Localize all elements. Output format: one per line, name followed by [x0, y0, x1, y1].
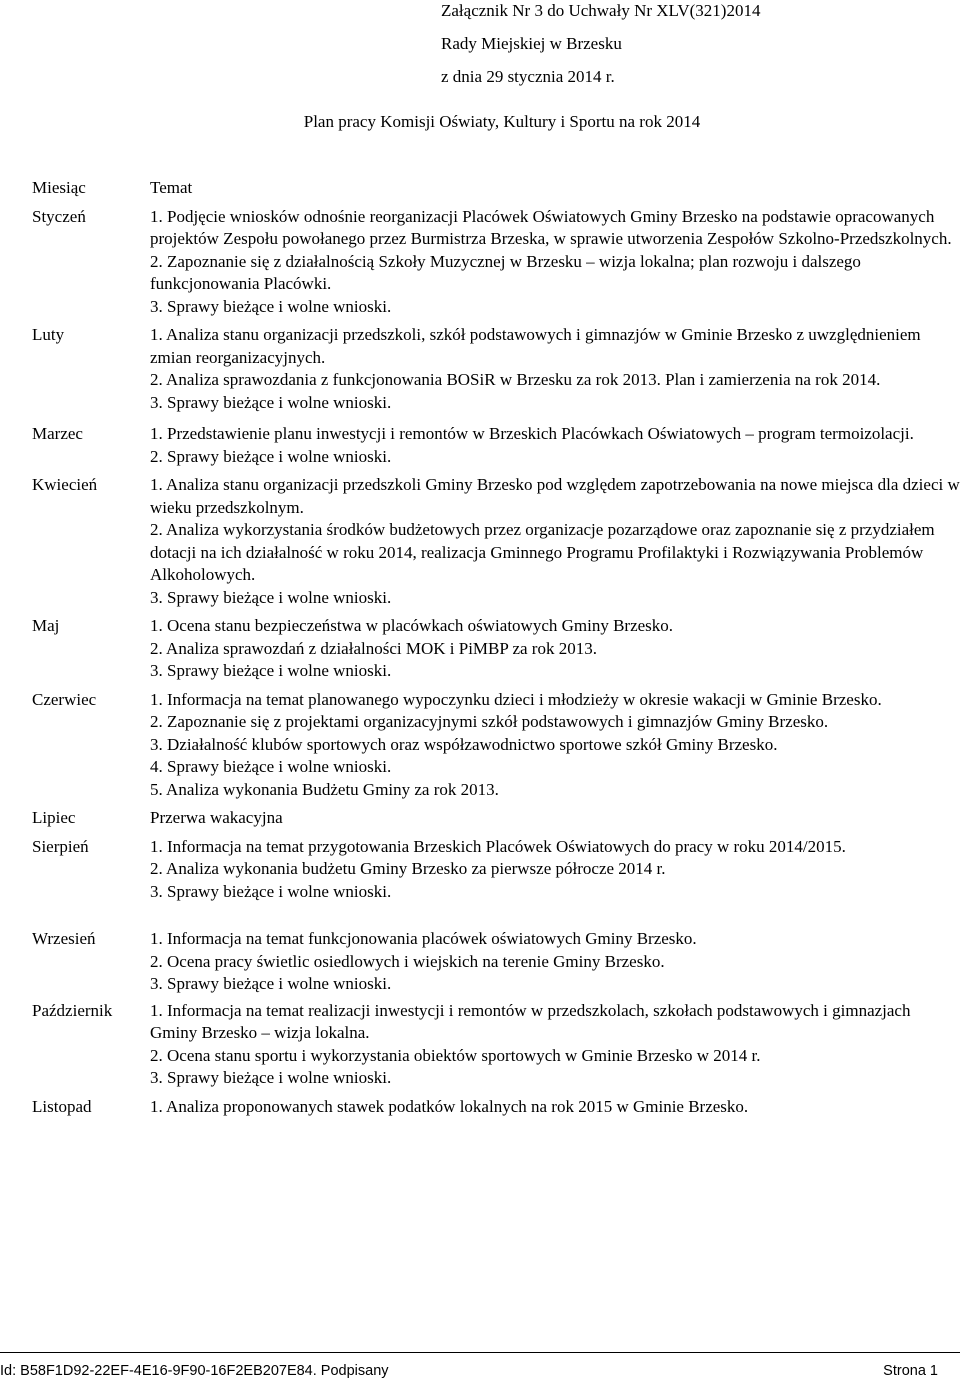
topic-item: 3. Sprawy bieżące i wolne wnioski. — [150, 974, 392, 993]
topic-cell — [150, 683, 960, 802]
month-cell: Listopad — [32, 1096, 92, 1116]
topic-item: 1. Informacja na temat realizacji inwestycji i remontów w przedszkolach, szkołach podstawowych i gimnazjach Gminy Brzesko – wizja lokalna. — [150, 1000, 911, 1042]
table-row — [23, 801, 960, 830]
table-row — [23, 414, 960, 468]
column-header-topic: Temat — [150, 178, 193, 197]
page-number: Strona 1 — [883, 1363, 938, 1379]
table-row — [23, 683, 960, 802]
column-header-month: Miesiąc — [32, 178, 86, 197]
topic-cell — [150, 609, 960, 683]
month-cell: Sierpień — [32, 836, 89, 856]
topic-item: 1. Analiza stanu organizacji przedszkoli Gminy Brzesko pod względem zapotrzebowania na nowe miejsca dla dzieci w wieku przedszkolnym. — [150, 475, 960, 517]
topic-item: 3. Sprawy bieżące i wolne wnioski. — [150, 587, 392, 607]
topic-item: 3. Sprawy bieżące i wolne wnioski. — [150, 392, 392, 412]
table-row — [23, 318, 960, 414]
topic-item: 2. Sprawy bieżące i wolne wnioski. — [150, 446, 392, 466]
header-line-2: Rady Miejskiej w Brzesku — [441, 34, 622, 53]
month-cell: Wrzesień — [32, 929, 96, 948]
topic-item: 1. Przedstawienie planu inwestycji i remontów w Brzeskich Placówkach Oświatowych – program termoizolacji. — [150, 424, 914, 443]
topic-cell — [150, 1090, 960, 1119]
table-header-row — [23, 177, 960, 200]
topic-cell — [150, 200, 960, 319]
page-footer — [0, 1352, 960, 1379]
topic-item: 1. Informacja na temat funkcjonowania placówek oświatowych Gminy Brzesko. — [150, 929, 697, 948]
topic-cell — [150, 414, 960, 468]
topic-item: Przerwa wakacyjna — [150, 808, 283, 827]
topic-item: 3. Działalność klubów sportowych oraz współzawodnictwo sportowe szkół Gminy Brzesko. — [150, 734, 778, 754]
document-id: Id: B58F1D92-22EF-4E16-9F90-16F2EB207E84. Podpisany — [0, 1363, 389, 1379]
topic-item: 1. Informacja na temat planowanego wypoczynku dzieci i młodzieży w okresie wakacji w Gminie Brzesko. — [150, 689, 882, 709]
topic-cell — [150, 830, 960, 904]
header-line-1: Załącznik Nr 3 do Uchwały Nr XLV(321)2014 — [441, 1, 761, 20]
table-row — [23, 996, 960, 1090]
topic-cell — [150, 996, 960, 1090]
topic-item: 3. Sprawy bieżące i wolne wnioski. — [150, 296, 392, 316]
month-cell: Luty — [32, 325, 65, 344]
topic-item: 1. Informacja na temat przygotowania Brzeskich Placówek Oświatowych do pracy w roku 2014/2015. — [150, 836, 846, 856]
table-row — [23, 468, 960, 609]
month-cell: Kwiecień — [32, 475, 98, 494]
topic-item: 5. Analiza wykonania Budżetu Gminy za rok 2013. — [150, 779, 499, 799]
table-row — [23, 1090, 960, 1119]
topic-item: 1. Analiza stanu organizacji przedszkoli, szkół podstawowych i gimnazjów w Gminie Brzesko z uwzględnieniem zmian reorganizacyjnych. — [150, 325, 921, 367]
month-cell: Lipiec — [32, 808, 76, 827]
document-title: Plan pracy Komisji Oświaty, Kultury i Sportu na rok 2014 — [303, 112, 701, 131]
topic-item: 1. Analiza proponowanych stawek podatków lokalnych na rok 2015 w Gminie Brzesko. — [150, 1096, 749, 1116]
topic-item: 2. Zapoznanie się z projektami organizacyjnymi szkół podstawowych i gimnazjów Gminy Brzesko. — [150, 712, 829, 731]
topic-item: 3. Sprawy bieżące i wolne wnioski. — [150, 661, 392, 680]
topic-item: 1. Ocena stanu bezpieczeństwa w placówkach oświatowych Gminy Brzesko. — [150, 616, 674, 635]
topic-item: 1. Podjęcie wniosków odnośnie reorganizacji Placówek Oświatowych Gminy Brzesko na podstawie opracowanych projektów Zespołu powołanego przez Burmistrza Brzeska, w sprawie utworzenia Zespołów Szkolno-Przedszkolnych. — [150, 206, 952, 248]
topic-item: 4. Sprawy bieżące i wolne wnioski. — [150, 757, 392, 776]
topic-item: 2. Analiza wykonania budżetu Gminy Brzesko za pierwsze półrocze 2014 r. — [150, 859, 666, 878]
topic-item: 2. Ocena stanu sportu i wykorzystania obiektów sportowych w Gminie Brzesko w 2014 r. — [150, 1045, 761, 1065]
month-cell: Październik — [32, 1000, 113, 1020]
table-row — [23, 609, 960, 683]
topic-item: 2. Analiza sprawozdania z funkcjonowania BOSiR w Brzesku za rok 2013. Plan i zamierzenia na rok 2014. — [150, 370, 881, 389]
header-line-3: z dnia 29 stycznia 2014 r. — [441, 67, 615, 86]
table-row — [23, 200, 960, 319]
plan-table — [23, 177, 960, 1118]
topic-item: 3. Sprawy bieżące i wolne wnioski. — [150, 1068, 392, 1087]
topic-item: 2. Analiza wykorzystania środków budżetowych przez organizacje pozarządowe oraz zapoznanie się z przydziałem dotacji na ich działalność w roku 2014, realizacja Gminnego Programu Profilaktyki i Rozwiązywania Problemów Alkoholowych. — [150, 520, 935, 584]
table-row — [23, 830, 960, 904]
topic-cell — [150, 318, 960, 414]
table-row — [23, 903, 960, 996]
topic-item: 2. Analiza sprawozdań z działalności MOK i PiMBP za rok 2013. — [150, 638, 597, 658]
topic-item: 2. Zapoznanie się z działalnością Szkoły Muzycznej w Brzesku – wizja lokalna; plan rozwoju i dalszego funkcjonowania Placówki. — [150, 251, 861, 293]
month-cell: Marzec — [32, 424, 83, 443]
month-cell: Styczeń — [32, 206, 86, 226]
topic-item: 3. Sprawy bieżące i wolne wnioski. — [150, 881, 392, 901]
topic-cell — [150, 903, 960, 996]
topic-cell — [150, 468, 960, 609]
month-cell: Maj — [32, 616, 60, 635]
topic-cell — [150, 801, 960, 830]
month-cell: Czerwiec — [32, 689, 97, 709]
topic-item: 2. Ocena pracy świetlic osiedlowych i wiejskich na terenie Gminy Brzesko. — [150, 951, 665, 971]
